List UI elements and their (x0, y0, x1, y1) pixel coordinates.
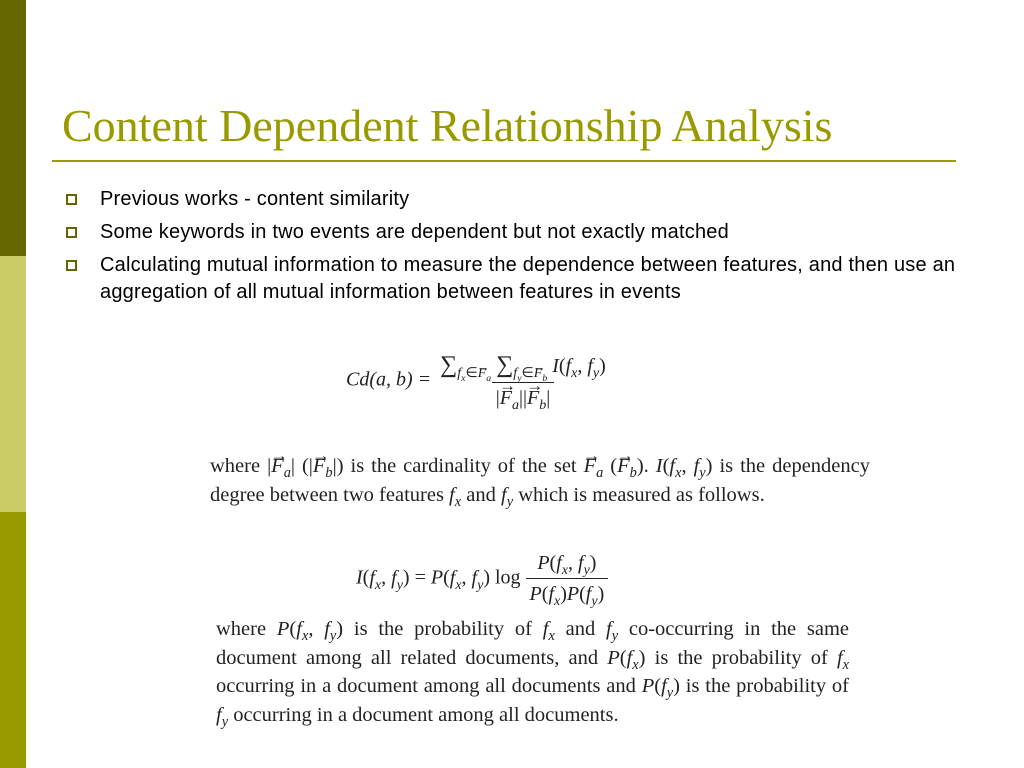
text-run: and (466, 483, 496, 506)
bullet-item (62, 252, 962, 306)
square-bullet-icon (66, 260, 77, 271)
text-run: where (216, 618, 267, 640)
text-run: and (565, 618, 596, 640)
square-bullet-icon (66, 194, 77, 205)
bullet-list (62, 186, 962, 312)
text-run: occurring in a document among all documents and (216, 675, 636, 697)
log-operator: log (494, 566, 521, 589)
fraction-denominator: $P(f_x)P(f_y)$ (526, 578, 609, 606)
text-run: which is measured as follows. (518, 483, 765, 506)
text-run: is the probability of (685, 675, 850, 697)
explanation-paragraph-2: where $P(f_x$, $f_y$) is the probability of $f_x$ and $f_y$ co-occurring in the same document among all related documents, and $P(f_x)$ is the probability of $f_x$ occurring in a document among all documents and $P(f_y)$ is the probability of $f_y$ occurring in a document among all documents. (216, 618, 850, 730)
explanation-paragraph-1: where |→ $F_a|$ (|→ $F_b|$) is the cardinality of the set → $F_a$ (→ $F_b$). $I(f_x$, $f_y$) is the dependency degree between two features $f_x$ and $f_y$ which is measured as follows. (210, 452, 870, 509)
text-run: is the dependency degree between two features (210, 455, 871, 506)
fraction-numerator: $P(f_x$, $f_y$) (537, 552, 597, 578)
fraction-numerator: $\sum_{f_x\in F_a}$ $\sum_{f_y\in F_b}$ $I(f_x$, $f_y$) (440, 352, 606, 384)
fraction-denominator: |→ $F_a||\to F_b|$ (492, 382, 554, 410)
bullet-item (62, 186, 962, 213)
title-divider (52, 160, 956, 162)
fraction (436, 352, 610, 413)
text-run: is the probability of (654, 646, 828, 669)
bullet-text: Previous works - content similarity (100, 188, 410, 210)
equation-mutual-information: $I(f_x$, $f_y) = P(f_x$, $f_y$) log $\frac{P(f_x, f_y)}{P(f_x)P(f_y)}$ (356, 552, 608, 606)
sidebar-band-bottom (0, 512, 26, 768)
sidebar-band-top (0, 0, 26, 256)
sidebar-decoration (0, 0, 26, 768)
text-run: co-occurring in the same document among all related documents, and (216, 618, 850, 669)
bullet-text: Some keywords in two events are dependent but not exactly matched (100, 221, 729, 243)
text-run: where (210, 455, 261, 477)
sidebar-band-middle (0, 256, 26, 512)
square-bullet-icon (66, 227, 77, 238)
text-run: is the probability of (353, 618, 532, 640)
equation-cd (346, 352, 610, 413)
text-run: is the cardinality of the set (350, 455, 577, 477)
bullet-item (62, 219, 962, 246)
bullet-text: Calculating mutual information to measure the dependence between features, and then use an aggregation of all mutual information between features in events (100, 254, 956, 303)
equation-lhs: Cd(a, b) = (346, 368, 432, 391)
fraction (526, 552, 609, 609)
slide-title: Content Dependent Relationship Analysis (62, 100, 833, 151)
text-run: occurring in a document among all documents. (233, 703, 619, 726)
